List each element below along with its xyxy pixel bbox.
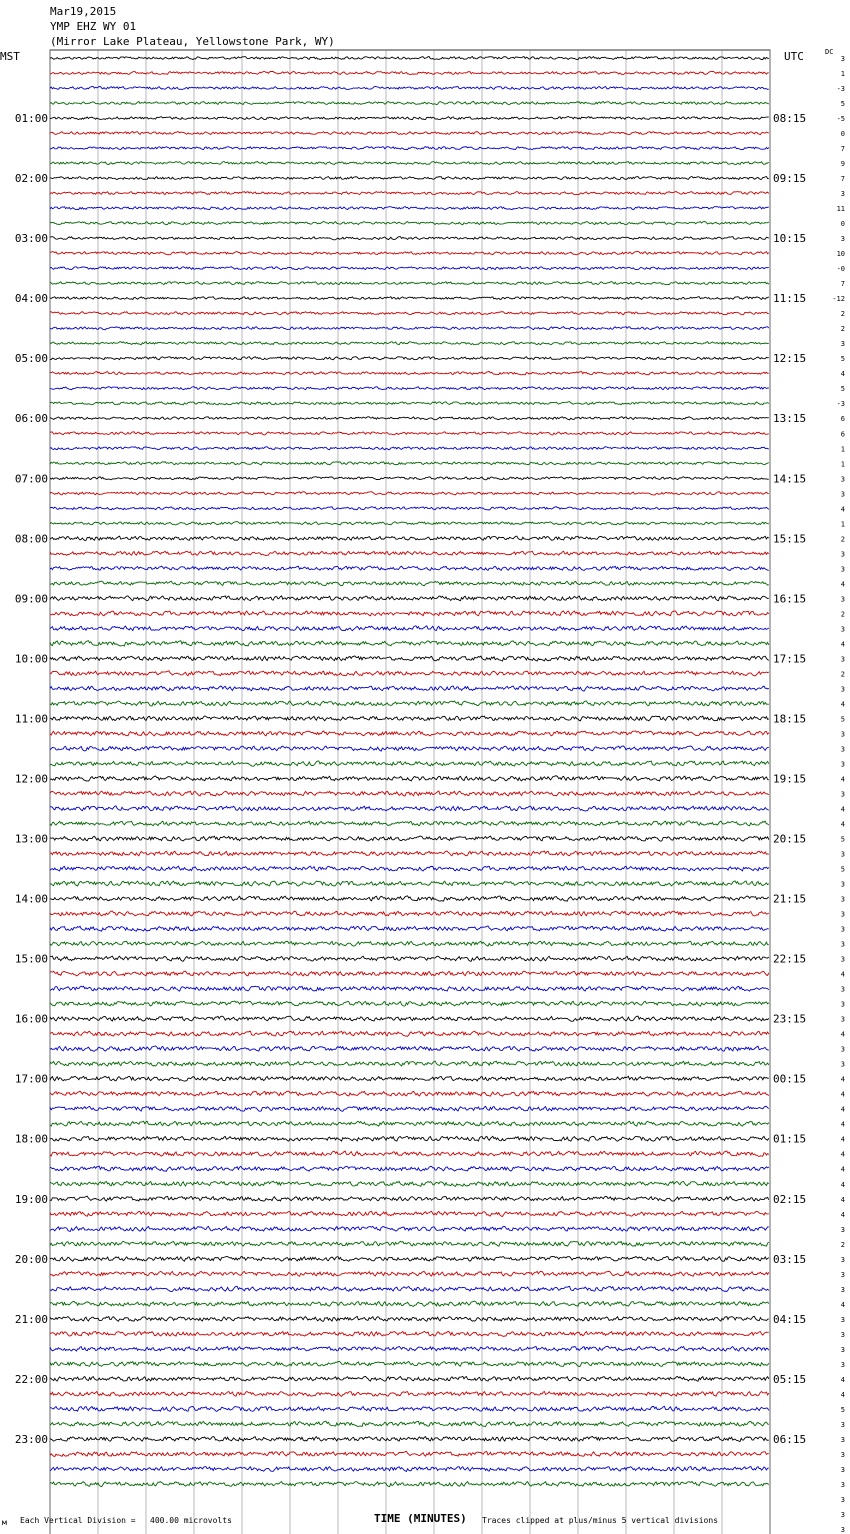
dc-offset-label: 3 xyxy=(840,475,845,484)
dc-offset-label: 4 xyxy=(840,1090,845,1099)
mst-hour-label: 01:00 xyxy=(14,112,48,126)
seismic-trace xyxy=(50,1046,769,1051)
mst-hour-label: 07:00 xyxy=(14,472,48,486)
utc-hour-label: 23:15 xyxy=(773,1012,807,1026)
dc-offset-label: -5 xyxy=(836,115,845,124)
dc-offset-label: 1 xyxy=(840,445,845,454)
seismic-trace xyxy=(50,881,769,886)
seismic-trace xyxy=(50,327,769,330)
mst-hour-label: 13:00 xyxy=(14,832,48,846)
dc-offset-label: 3 xyxy=(840,1015,845,1024)
utc-hour-label: 04:15 xyxy=(773,1312,807,1326)
seismic-trace xyxy=(50,1271,769,1276)
dc-offset-label: 4 xyxy=(840,1180,845,1189)
dc-offset-label: 5 xyxy=(840,865,845,874)
seismic-trace xyxy=(50,71,769,74)
seismic-trace xyxy=(50,1451,769,1456)
dc-offset-label: 1 xyxy=(840,70,845,79)
dc-offset-label: 3 xyxy=(840,55,845,63)
right-timezone-label: UTC xyxy=(784,50,804,63)
seismic-trace xyxy=(50,686,769,691)
dc-offset-label: 7 xyxy=(840,175,845,184)
dc-offset-label: 3 xyxy=(840,730,845,739)
seismic-trace xyxy=(50,102,769,105)
seismic-trace xyxy=(50,1331,769,1336)
seismic-trace xyxy=(50,716,769,721)
seismic-trace xyxy=(50,372,769,375)
dc-offset-label: -12 xyxy=(832,295,845,304)
mst-hour-label: 03:00 xyxy=(14,232,48,246)
mst-hour-label: 23:00 xyxy=(14,1432,48,1446)
dc-offset-label: 2 xyxy=(840,1240,845,1249)
seismic-trace xyxy=(50,1121,769,1126)
utc-hour-label: 13:15 xyxy=(773,412,807,426)
seismic-trace xyxy=(50,402,769,405)
plot-frame xyxy=(50,50,770,1534)
seismic-trace xyxy=(50,1166,769,1171)
dc-offset-label: 3 xyxy=(840,490,845,499)
seismic-trace xyxy=(50,116,769,119)
seismic-trace xyxy=(50,1467,769,1472)
seismic-trace xyxy=(50,1436,769,1441)
dc-offset-label: 4 xyxy=(840,1030,845,1039)
utc-hour-label: 22:15 xyxy=(773,952,807,966)
seismic-trace xyxy=(50,477,769,480)
dc-offset-label: 0 xyxy=(840,220,845,229)
seismic-trace xyxy=(50,312,769,315)
seismic-trace xyxy=(50,1196,769,1201)
seismic-trace xyxy=(50,507,769,510)
mst-hour-label: 16:00 xyxy=(14,1012,48,1026)
seismic-trace xyxy=(50,791,769,796)
seismic-trace xyxy=(50,611,769,616)
seismic-trace xyxy=(50,986,769,991)
utc-hour-label: 06:15 xyxy=(773,1432,807,1446)
dc-offset-label: 3 xyxy=(840,1465,845,1474)
seismic-trace xyxy=(50,237,769,240)
utc-hour-label: 03:15 xyxy=(773,1252,807,1266)
dc-offset-label: 4 xyxy=(840,1150,845,1159)
seismic-trace xyxy=(50,926,769,931)
seismic-trace xyxy=(50,1301,769,1306)
dc-offset-label: 5 xyxy=(840,385,845,394)
plot-date: Mar19,2015 xyxy=(50,5,117,18)
dc-offset-label: 11 xyxy=(836,205,845,214)
seismic-trace xyxy=(50,357,769,360)
seismic-trace xyxy=(50,1406,769,1411)
dc-offset-label: 3 xyxy=(840,655,845,664)
dc-offset-label: 3 xyxy=(840,745,845,754)
seismic-trace xyxy=(50,192,769,195)
seismic-trace xyxy=(50,536,769,540)
seismic-trace xyxy=(50,821,769,826)
seismic-trace xyxy=(50,1031,769,1036)
dc-offset-label: 5 xyxy=(840,715,845,724)
seismic-trace xyxy=(50,57,769,60)
seismic-trace xyxy=(50,132,769,135)
seismic-trace xyxy=(50,956,769,961)
dc-offset-label: -0 xyxy=(836,265,845,274)
seismic-trace xyxy=(50,251,769,254)
seismic-trace xyxy=(50,282,769,285)
dc-offset-label: 7 xyxy=(840,145,845,154)
utc-hour-label: 15:15 xyxy=(773,532,807,546)
seismic-trace xyxy=(50,896,769,901)
dc-offset-label: 3 xyxy=(840,1060,845,1069)
dc-offset-label: 4 xyxy=(840,1135,845,1144)
x-axis-title: TIME (MINUTES) xyxy=(374,1512,467,1525)
station-code: YMP EHZ WY 01 xyxy=(50,20,137,33)
dc-offset-label: 3 xyxy=(840,1045,845,1054)
seismic-trace xyxy=(50,447,769,450)
dc-offset-label: 4 xyxy=(840,580,845,589)
mst-hour-label: 09:00 xyxy=(14,592,48,606)
utc-hour-label: 12:15 xyxy=(773,352,807,366)
mst-hour-label: 04:00 xyxy=(14,292,48,306)
seismic-trace xyxy=(50,1151,769,1156)
seismic-trace xyxy=(50,1136,769,1141)
seismic-trace xyxy=(50,1061,769,1066)
utc-hour-label: 19:15 xyxy=(773,772,807,786)
left-timezone-label: MST xyxy=(0,50,20,63)
scale-prefix: Each Vertical Division = xyxy=(20,1516,136,1525)
seismic-trace xyxy=(50,641,769,646)
station-location: (Mirror Lake Plateau, Yellowstone Park, WY) xyxy=(50,35,335,48)
dc-offset-label: 9 xyxy=(840,160,845,169)
dc-offset-label: 3 xyxy=(840,880,845,889)
dc-offset-label: 4 xyxy=(840,805,845,814)
dc-offset-label: 1 xyxy=(840,460,845,469)
mst-hour-label: 10:00 xyxy=(14,652,48,666)
utc-hour-label: 02:15 xyxy=(773,1192,807,1206)
seismic-trace xyxy=(50,596,769,601)
seismic-trace xyxy=(50,551,769,555)
seismic-trace xyxy=(50,1181,769,1186)
corner-mark: м xyxy=(2,1518,7,1527)
dc-offset-label: 4 xyxy=(840,1375,845,1384)
utc-hour-label: 01:15 xyxy=(773,1132,807,1146)
seismic-trace xyxy=(50,776,769,781)
utc-hour-label: 10:15 xyxy=(773,232,807,246)
dc-offset-label: 3 xyxy=(840,1435,845,1444)
dc-offset-label: 4 xyxy=(840,1120,845,1129)
dc-offset-label: 3 xyxy=(840,595,845,604)
dc-offset-label: 4 xyxy=(840,775,845,784)
dc-offset-label: 6 xyxy=(840,415,845,424)
dc-offset-label: 3 xyxy=(840,1480,845,1489)
dc-offset-label: 2 xyxy=(840,610,845,619)
dc-offset-label: 3 xyxy=(840,985,845,994)
seismic-trace xyxy=(50,1421,769,1426)
seismic-trace xyxy=(50,866,769,871)
dc-offset-label: 3 xyxy=(840,760,845,769)
seismic-trace xyxy=(50,417,769,420)
seismic-trace xyxy=(50,1016,769,1021)
seismic-trace xyxy=(50,432,769,435)
seismic-trace xyxy=(50,1256,769,1261)
mst-hour-label: 08:00 xyxy=(14,532,48,546)
seismic-trace xyxy=(50,1001,769,1006)
dc-offset-label: 3 xyxy=(840,550,845,559)
utc-hour-label: 17:15 xyxy=(773,652,807,666)
seismic-trace xyxy=(50,297,769,300)
dc-offset-label: 3 xyxy=(840,190,845,199)
seismic-trace xyxy=(50,161,769,164)
utc-hour-label: 11:15 xyxy=(773,292,807,306)
dc-offset-label: -3 xyxy=(836,400,845,409)
dc-offset-label: 5 xyxy=(840,355,845,364)
seismic-trace xyxy=(50,342,769,345)
seismic-trace xyxy=(50,656,769,661)
utc-hour-label: 21:15 xyxy=(773,892,807,906)
dc-offset-label: 3 xyxy=(840,850,845,859)
utc-hour-label: 14:15 xyxy=(773,472,807,486)
seismic-trace xyxy=(50,746,769,751)
dc-offset-label: -3 xyxy=(836,85,845,94)
dc-offset-label: 3 xyxy=(840,1525,845,1534)
seismic-trace xyxy=(50,462,769,465)
seismic-trace xyxy=(50,731,769,736)
seismic-trace xyxy=(50,1346,769,1351)
dc-offset-label: 3 xyxy=(840,1330,845,1339)
seismic-trace xyxy=(50,267,769,270)
dc-offset-label: 4 xyxy=(840,505,845,514)
seismic-trace xyxy=(50,671,769,676)
seismic-trace xyxy=(50,1361,769,1366)
dc-offset-label: 4 xyxy=(840,1210,845,1219)
dc-offset-label: 3 xyxy=(840,955,845,964)
seismic-trace xyxy=(50,941,769,946)
dc-offset-label: 3 xyxy=(840,625,845,634)
seismic-trace xyxy=(50,147,769,150)
seismic-trace xyxy=(50,176,769,179)
dc-header-label: DC xyxy=(825,48,834,56)
seismic-trace xyxy=(50,971,769,976)
dc-offset-label: 3 xyxy=(840,685,845,694)
dc-offset-label: 3 xyxy=(840,1360,845,1369)
mst-hour-label: 19:00 xyxy=(14,1192,48,1206)
dc-offset-label: 3 xyxy=(840,1420,845,1429)
seismic-trace xyxy=(50,1241,769,1246)
dc-offset-label: 2 xyxy=(840,325,845,334)
dc-offset-label: 4 xyxy=(840,1165,845,1174)
dc-offset-label: 4 xyxy=(840,1300,845,1309)
seismic-trace xyxy=(50,566,769,570)
seismic-trace xyxy=(50,1211,769,1216)
dc-offset-label: 5 xyxy=(840,1405,845,1414)
dc-offset-label: 2 xyxy=(840,535,845,544)
seismic-trace xyxy=(50,701,769,706)
seismic-trace xyxy=(50,1392,769,1397)
seismic-trace xyxy=(50,911,769,916)
seismic-trace xyxy=(50,806,769,811)
seismic-trace xyxy=(50,207,769,210)
mst-hour-label: 06:00 xyxy=(14,412,48,426)
scale-value: 400.00 microvolts xyxy=(150,1516,232,1525)
utc-hour-label: 20:15 xyxy=(773,832,807,846)
mst-hour-label: 20:00 xyxy=(14,1252,48,1266)
dc-offset-label: 3 xyxy=(840,340,845,349)
utc-hour-label: 18:15 xyxy=(773,712,807,726)
seismic-trace xyxy=(50,1316,769,1321)
seismic-trace xyxy=(50,1286,769,1291)
mst-hour-label: 15:00 xyxy=(14,952,48,966)
mst-hour-label: 14:00 xyxy=(14,892,48,906)
dc-offset-label: 3 xyxy=(840,1270,845,1279)
seismic-trace xyxy=(50,626,769,631)
dc-offset-label: 3 xyxy=(840,895,845,904)
seismic-trace xyxy=(50,1226,769,1231)
dc-offset-label: 4 xyxy=(840,1195,845,1204)
dc-offset-label: 3 xyxy=(840,1255,845,1264)
dc-offset-label: 3 xyxy=(840,910,845,919)
dc-offset-label: 3 xyxy=(840,1450,845,1459)
dc-offset-label: 6 xyxy=(840,430,845,439)
mst-hour-label: 05:00 xyxy=(14,352,48,366)
utc-hour-label: 00:15 xyxy=(773,1072,807,1086)
utc-hour-label: 16:15 xyxy=(773,592,807,606)
dc-offset-label: 3 xyxy=(840,1345,845,1354)
mst-hour-label: 21:00 xyxy=(14,1312,48,1326)
dc-offset-label: 3 xyxy=(840,940,845,949)
dc-offset-label: 10 xyxy=(836,250,845,259)
seismic-trace xyxy=(50,836,769,841)
mst-hour-label: 17:00 xyxy=(14,1072,48,1086)
seismic-trace xyxy=(50,581,769,585)
dc-offset-label: 5 xyxy=(840,835,845,844)
dc-offset-label: 4 xyxy=(840,640,845,649)
seismic-trace xyxy=(50,851,769,856)
dc-offset-label: 3 xyxy=(840,565,845,574)
seismic-trace xyxy=(50,387,769,390)
dc-offset-label: 2 xyxy=(840,310,845,319)
mst-hour-label: 02:00 xyxy=(14,172,48,186)
mst-hour-label: 22:00 xyxy=(14,1372,48,1386)
dc-offset-label: 3 xyxy=(840,1000,845,1009)
seismic-trace xyxy=(50,1091,769,1096)
dc-offset-label: 4 xyxy=(840,1390,845,1399)
seismic-trace xyxy=(50,492,769,495)
dc-offset-label: 1 xyxy=(840,520,845,529)
dc-offset-label: 5 xyxy=(840,100,845,109)
seismic-trace xyxy=(50,522,769,525)
utc-hour-label: 08:15 xyxy=(773,112,807,126)
utc-hour-label: 05:15 xyxy=(773,1372,807,1386)
dc-offset-label: 3 xyxy=(840,1285,845,1294)
dc-offset-label: 3 xyxy=(840,790,845,799)
dc-offset-label: 3 xyxy=(840,925,845,934)
dc-offset-label: 3 xyxy=(840,1225,845,1234)
dc-offset-label: 4 xyxy=(840,970,845,979)
mst-hour-label: 12:00 xyxy=(14,772,48,786)
dc-offset-label: 3 xyxy=(840,235,845,244)
seismic-trace xyxy=(50,761,769,766)
dc-offset-label: 4 xyxy=(840,370,845,379)
seismic-trace xyxy=(50,1106,769,1111)
dc-offset-label: 4 xyxy=(840,700,845,709)
dc-offset-label: 0 xyxy=(840,130,845,139)
seismic-trace xyxy=(50,222,769,225)
dc-offset-label: 2 xyxy=(840,670,845,679)
mst-hour-label: 11:00 xyxy=(14,712,48,726)
utc-hour-label: 09:15 xyxy=(773,172,807,186)
seismic-trace xyxy=(50,1376,769,1381)
seismic-trace xyxy=(50,86,769,89)
dc-offset-label: 3 xyxy=(840,1510,845,1519)
seismic-trace xyxy=(50,1482,769,1487)
dc-offset-label: 3 xyxy=(840,1315,845,1324)
dc-offset-label: 4 xyxy=(840,1105,845,1114)
clip-note: Traces clipped at plus/minus 5 vertical divisions xyxy=(482,1516,719,1525)
mst-hour-label: 18:00 xyxy=(14,1132,48,1146)
dc-offset-label: 4 xyxy=(840,1075,845,1084)
dc-offset-label: 3 xyxy=(840,1495,845,1504)
dc-offset-label: 4 xyxy=(840,820,845,829)
dc-offset-label: 7 xyxy=(840,280,845,289)
seismic-trace xyxy=(50,1076,769,1081)
